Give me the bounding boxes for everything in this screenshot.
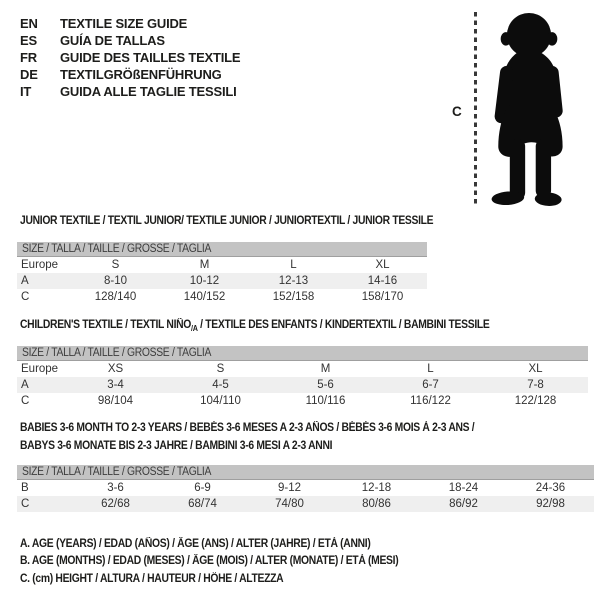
footnotes	[20, 536, 440, 588]
language-title: GUÍA DE TALLAS	[60, 33, 165, 48]
height-cell: 128/140	[94, 291, 137, 303]
footnote-text: C. (cm) HEIGHT / ALTURA / HAUTEUR / HÖHE / ALTEZZA	[20, 572, 284, 585]
size-cell: L	[290, 259, 297, 271]
size-header-bar	[17, 242, 427, 257]
row-label: C	[21, 395, 30, 407]
babies-section-heading	[20, 420, 525, 455]
footnote-age-years	[20, 536, 440, 553]
children-heading-text	[20, 319, 489, 331]
table-row-height	[17, 289, 427, 305]
age-cell: 8-10	[103, 275, 128, 287]
height-cell: 140/152	[183, 291, 226, 303]
table-row-months	[17, 480, 594, 496]
months-cell: 24-36	[535, 482, 566, 494]
height-cell: 152/158	[272, 291, 315, 303]
size-header-label: SIZE / TALLA / TAILLE / GRÖSSE / TAGLIA	[22, 347, 212, 359]
table-row-europe	[17, 361, 588, 377]
children-size-table	[17, 346, 588, 409]
children-heading-post: / TEXTILE DES ENFANTS / KINDERTEXTIL / BAMBINI TESSILE	[197, 319, 490, 331]
age-cell: 7-8	[527, 379, 544, 391]
months-cell: 6-9	[194, 482, 211, 494]
language-code: ES	[20, 33, 37, 48]
age-cell: 3-4	[107, 379, 124, 391]
size-cell: M	[199, 259, 210, 271]
size-cell: XL	[375, 259, 390, 271]
footnote-text: A. AGE (YEARS) / EDAD (AÑOS) / ÂGE (ANS) / ALTER (JAHRE) / ETÀ (ANNI)	[20, 538, 371, 550]
months-cell: 3-6	[107, 482, 124, 494]
height-cell: 104/110	[200, 395, 241, 407]
language-code: IT	[20, 84, 32, 99]
height-cell: 116/122	[410, 395, 451, 407]
row-label: B	[21, 482, 29, 494]
size-cell: S	[111, 259, 120, 271]
height-cell: 68/74	[188, 498, 217, 510]
junior-section-heading	[20, 215, 479, 227]
age-cell: 14-16	[367, 275, 398, 287]
language-code: DE	[20, 67, 38, 82]
table-row-europe	[17, 257, 427, 273]
row-label: C	[21, 291, 30, 303]
height-measure-label: C	[452, 104, 462, 119]
size-header-bar	[17, 346, 588, 361]
size-header-bar	[17, 465, 594, 480]
months-cell: 18-24	[448, 482, 479, 494]
babies-heading-line1: BABIES 3-6 MONTH TO 2-3 YEARS / BEBÉS 3-6 MESES A 2-3 AÑOS / BÉBÉS 3-6 MOIS À 2-3 ANS /	[20, 422, 475, 434]
size-header-label: SIZE / TALLA / TAILLE / GRÖSSE / TAGLIA	[22, 243, 212, 255]
height-cell: 92/98	[536, 498, 565, 510]
age-cell: 10-12	[189, 275, 220, 287]
language-title: GUIDE DES TAILLES TEXTILE	[60, 50, 241, 65]
row-label: A	[21, 379, 29, 391]
children-heading-subscript: /A	[191, 323, 198, 333]
baby-silhouette	[481, 5, 577, 211]
row-label: Europe	[21, 363, 59, 375]
height-cell: 62/68	[101, 498, 130, 510]
junior-size-table	[17, 242, 427, 305]
language-title: GUIDA ALLE TAGLIE TESSILI	[60, 84, 237, 99]
height-measure-dashed-line	[474, 12, 477, 206]
table-row-height	[17, 393, 588, 409]
language-title: TEXTILE SIZE GUIDE	[60, 16, 188, 31]
age-cell: 12-13	[278, 275, 309, 287]
height-cell: 74/80	[275, 498, 304, 510]
table-row-age	[17, 273, 427, 289]
language-code: EN	[20, 16, 38, 31]
table-row-height	[17, 496, 594, 512]
months-cell: 9-12	[277, 482, 302, 494]
size-header-label: SIZE / TALLA / TAILLE / GRÖSSE / TAGLIA	[22, 466, 212, 478]
footnote-text: B. AGE (MONTHS) / EDAD (MESES) / ÂGE (MOIS) / ALTER (MONATE) / ETÀ (MESI)	[20, 555, 399, 568]
footnote-age-months	[20, 553, 440, 570]
height-cell: 158/170	[361, 291, 404, 303]
footnote-height	[20, 571, 440, 588]
table-row-age	[17, 377, 588, 393]
months-cell: 12-18	[361, 482, 392, 494]
size-cell: XL	[528, 363, 543, 375]
children-section-heading	[20, 319, 542, 331]
size-cell: XS	[107, 363, 124, 375]
height-cell: 110/116	[305, 395, 346, 407]
age-cell: 4-5	[212, 379, 229, 391]
children-heading-pre: CHILDREN'S TEXTILE / TEXTIL NIÑO	[20, 319, 192, 331]
babies-heading-line2: BABYS 3-6 MONATE BIS 2-3 JAHRE / BAMBINI 3-6 MESI A 2-3 ANNI	[20, 439, 333, 452]
size-cell: M	[320, 363, 331, 375]
language-row-it	[20, 83, 240, 100]
size-cell: L	[427, 363, 434, 375]
junior-heading-text: JUNIOR TEXTILE / TEXTIL JUNIOR/ TEXTILE JUNIOR / JUNIORTEXTIL / JUNIOR TESSILE	[20, 215, 434, 227]
height-cell: 86/92	[449, 498, 478, 510]
language-row-fr	[20, 49, 240, 66]
row-label: C	[21, 498, 30, 510]
language-title: TEXTILGRÖßENFÜHRUNG	[60, 67, 222, 82]
row-label: A	[21, 275, 29, 287]
language-row-es	[20, 32, 240, 49]
height-cell: 80/86	[362, 498, 391, 510]
age-cell: 6-7	[422, 379, 439, 391]
age-cell: 5-6	[317, 379, 334, 391]
language-row-de	[20, 66, 240, 83]
height-cell: 98/104	[97, 395, 134, 407]
row-label: Europe	[21, 259, 59, 271]
language-code: FR	[20, 50, 37, 65]
height-cell: 122/128	[514, 395, 557, 407]
language-row-en	[20, 15, 240, 32]
language-list	[20, 15, 240, 100]
size-cell: S	[216, 363, 225, 375]
babies-size-table	[17, 465, 594, 512]
